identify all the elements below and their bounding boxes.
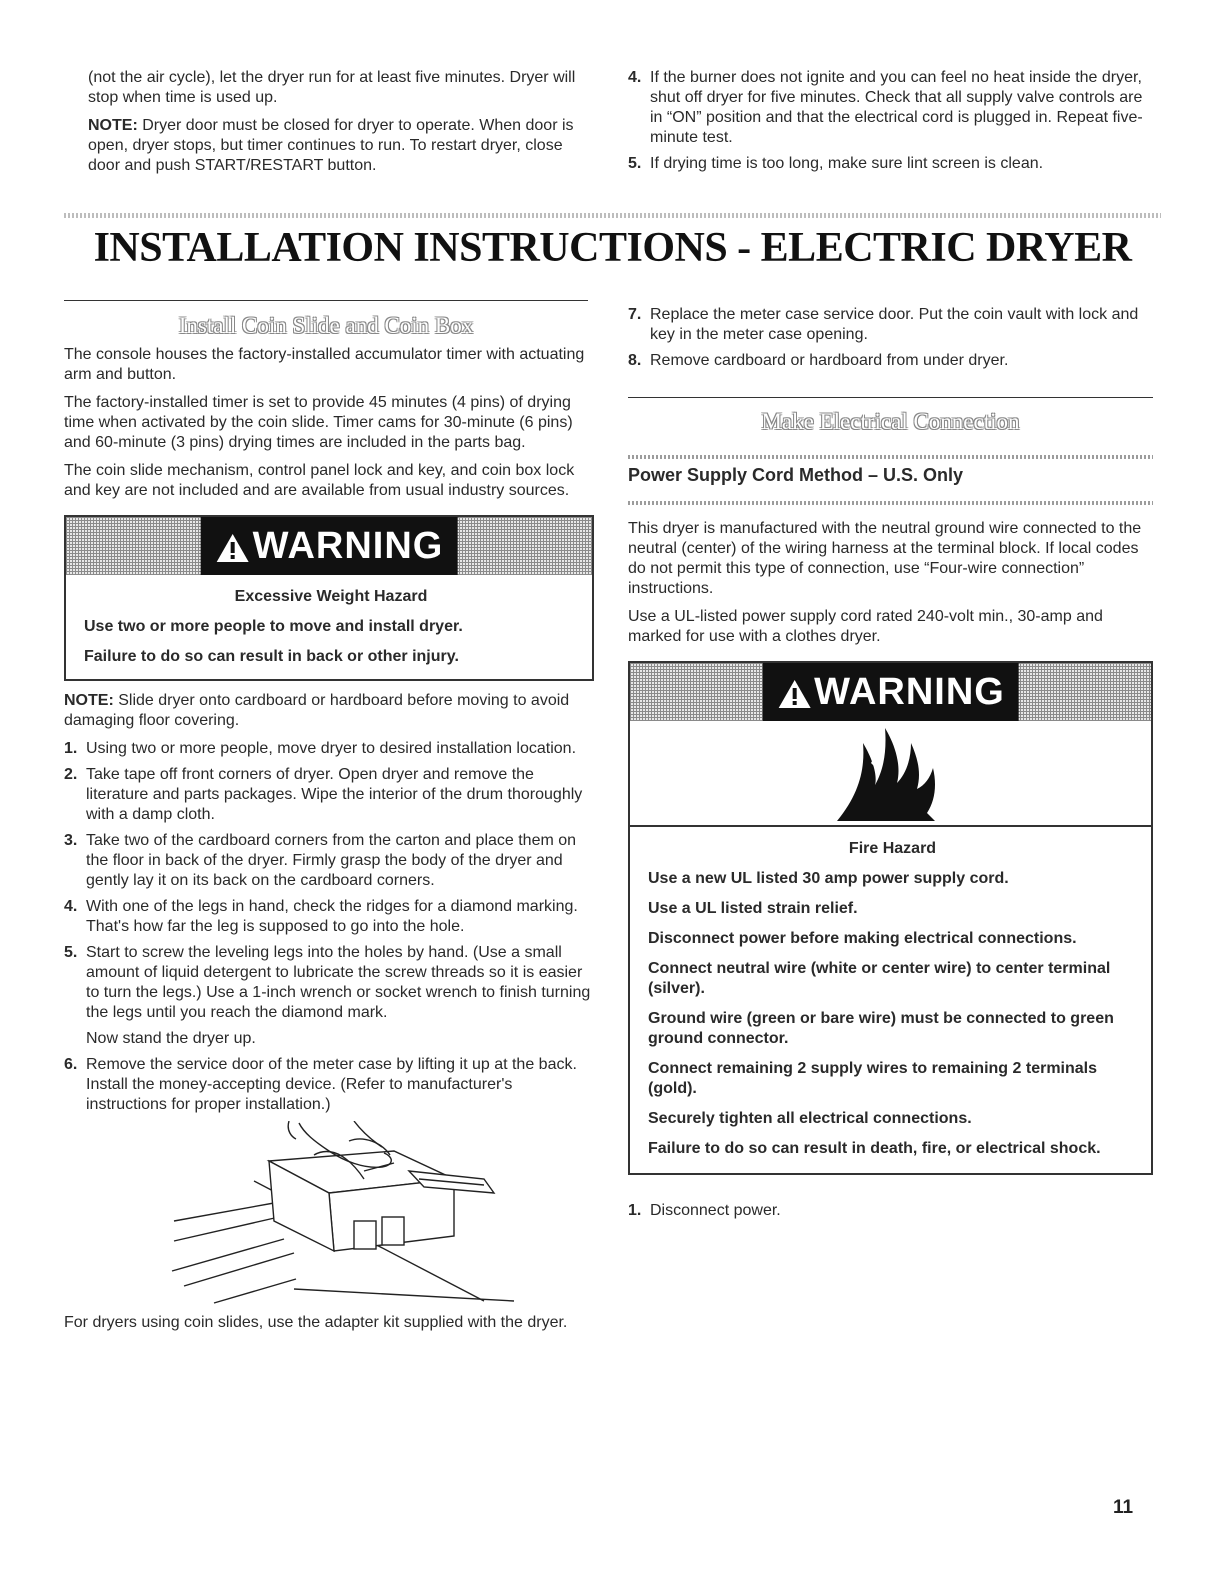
ul-cord-paragraph: Use a UL-listed power supply cord rated 240-volt min., 30-amp and marked for use with a clothes dryer. (628, 608, 1103, 645)
coin-mechanism-paragraph: The coin slide mechanism, control panel lock and key, and coin box lock and key are not included and are available from usual industry sources. (64, 462, 575, 499)
list-item (64, 943, 594, 1049)
warning-line: Use a new UL listed 30 amp power supply cord. (648, 870, 1009, 887)
warning-line: Connect neutral wire (white or center wire) to center terminal (silver). (648, 960, 1111, 997)
warning-body (630, 827, 1151, 1173)
note-label: NOTE: (64, 692, 114, 709)
step-number: 4. (64, 898, 78, 915)
timer-paragraph: The factory-installed timer is set to provide 45 minutes (4 pins) of drying time when activated by the coin slide. Timer cams for 30-minute (6 pins) and 60-minute (3 pins) drying times are included in the parts bag. (64, 394, 573, 451)
top-left-paragraph: (not the air cycle), let the dryer run for at least five minutes. Dryer will stop when time is used up. (88, 69, 576, 106)
top-left-note (88, 116, 593, 176)
warning-triangle-icon (776, 678, 812, 710)
step-number: 3. (64, 832, 78, 849)
section-title-coin-slide: Install Coin Slide and Coin Box (178, 313, 474, 338)
warning-line: Use a UL listed strain relief. (648, 900, 858, 917)
hazard-title: Excessive Weight Hazard (234, 588, 428, 605)
section-rule (628, 397, 1153, 398)
list-item (64, 831, 594, 891)
step-number: 5. (628, 155, 642, 172)
warning-bar (66, 517, 592, 575)
figure-caption: For dryers using coin slides, use the adapter kit supplied with the dryer. (64, 1314, 568, 1331)
meter-case-steps (628, 305, 1153, 371)
step-number: 7. (628, 306, 642, 323)
step-number: 4. (628, 69, 642, 86)
warning-line: Ground wire (green or bare wire) must be connected to green ground connector. (648, 1010, 1114, 1047)
step-text: Using two or more people, move dryer to desired installation location. (86, 740, 577, 757)
fire-symbol-panel (630, 721, 1151, 827)
power-cord-subheading: Power Supply Cord Method – U.S. Only (628, 465, 964, 485)
warning-line: Failure to do so can result in death, fire, or electrical shock. (648, 1140, 1101, 1157)
step-text: Take two of the cardboard corners from the carton and place them on the floor in back of the dryer. Firmly grasp the body of the dryer and gently lay it on its back on the cardboard corners. (86, 832, 577, 889)
page-title: INSTALLATION INSTRUCTIONS - ELECTRIC DRYER (93, 225, 1132, 271)
warning-word: WARNING (252, 525, 444, 567)
neutral-wire-paragraph: This dryer is manufactured with the neutral ground wire connected to the neutral (center) of the wiring harness at the terminal block. If local codes do not permit this type of connection, use “Four-wire connection” instructions. (628, 520, 1142, 597)
coin-device-illustration (64, 1121, 594, 1311)
step-text: If the burner does not ignite and you can feel no heat inside the dryer, shut off dryer for five minutes. Check that all supply valve controls are in “ON” position and that the electrical cord is plugged in. Repeat five-minute test. (650, 69, 1143, 146)
section-title-electrical: Make Electrical Connection (761, 409, 1020, 434)
note-label: NOTE: (88, 117, 138, 134)
list-item (628, 351, 1153, 371)
warning-line: Use two or more people to move and install dryer. (84, 618, 463, 635)
list-item (628, 305, 1153, 345)
warning-body (66, 575, 592, 679)
note-text: Slide dryer onto cardboard or hardboard before moving to avoid damaging floor covering. (64, 692, 570, 729)
list-item (64, 765, 594, 825)
warning-title (201, 517, 458, 575)
list-item (628, 68, 1148, 148)
weight-warning-box (64, 515, 594, 681)
top-left-column (88, 68, 593, 184)
step-text: Remove cardboard or hardboard from under dryer. (650, 352, 1009, 369)
dotted-divider (64, 213, 1161, 218)
list-item (64, 1055, 594, 1115)
step-text: Take tape off front corners of dryer. Open dryer and remove the literature and parts packages. Wipe the interior of the drum thoroughly with a damp cloth. (86, 766, 583, 823)
step-text: Remove the service door of the meter case by lifting it up at the back. Install the money-accepting device. (Refer to manufacturer's instructions for proper installation.) (86, 1056, 577, 1113)
warning-bar (630, 663, 1151, 721)
step-subtext: Now stand the dryer up. (86, 1030, 256, 1047)
fire-icon (835, 723, 945, 823)
warning-line: Securely tighten all electrical connections. (648, 1110, 972, 1127)
install-steps (64, 739, 594, 1115)
dotted-rule (628, 501, 1153, 505)
step-number: 1. (64, 740, 78, 757)
right-column (628, 305, 1153, 377)
step-text: Replace the meter case service door. Put the coin vault with lock and key in the meter case opening. (650, 306, 1139, 343)
coin-slide-install-illustration (64, 1121, 594, 1311)
page-number: 11 (1113, 1497, 1134, 1518)
top-right-steps (628, 68, 1148, 174)
step-number: 6. (64, 1056, 78, 1073)
list-item (64, 897, 594, 937)
intro-paragraph: The console houses the factory-installed accumulator timer with actuating arm and button. (64, 346, 585, 383)
list-item (64, 739, 594, 759)
warning-title (762, 663, 1019, 721)
warning-line: Connect remaining 2 supply wires to remaining 2 terminals (gold). (648, 1060, 1097, 1097)
warning-word: WARNING (814, 671, 1005, 713)
step-number: 8. (628, 352, 642, 369)
electrical-section (628, 455, 1153, 1227)
step-number: 1. (628, 1202, 642, 1219)
step-text: Disconnect power. (650, 1202, 781, 1219)
section-rule (64, 300, 588, 301)
step-number: 2. (64, 766, 78, 783)
fire-warning-box (628, 661, 1153, 1175)
note-text: Dryer door must be closed for dryer to operate. When door is open, dryer stops, but timer continues to run. To restart dryer, close door and push START/RESTART button. (88, 117, 574, 174)
step-text: Start to screw the leveling legs into the holes by hand. (Use a small amount of liquid detergent to lubricate the screw threads so it is easier to turn the legs.) Use a 1-inch wrench or socket wrench to finish turning the legs until you reach the diamond mark. (86, 944, 591, 1021)
step-text: If drying time is too long, make sure lint screen is clean. (650, 155, 1044, 172)
connection-steps (628, 1201, 1153, 1221)
step-number: 5. (64, 944, 78, 961)
left-column (64, 345, 594, 1341)
hazard-title: Fire Hazard (848, 840, 937, 857)
step-text: With one of the legs in hand, check the ridges for a diamond marking. That's how far the leg is supposed to go into the hole. (86, 898, 578, 935)
list-item (628, 1201, 1153, 1221)
top-right-column (628, 68, 1148, 180)
list-item (628, 154, 1148, 174)
slide-note (64, 691, 594, 731)
warning-line: Failure to do so can result in back or other injury. (84, 648, 459, 665)
warning-triangle-icon (215, 532, 251, 564)
warning-line: Disconnect power before making electrical connections. (648, 930, 1077, 947)
